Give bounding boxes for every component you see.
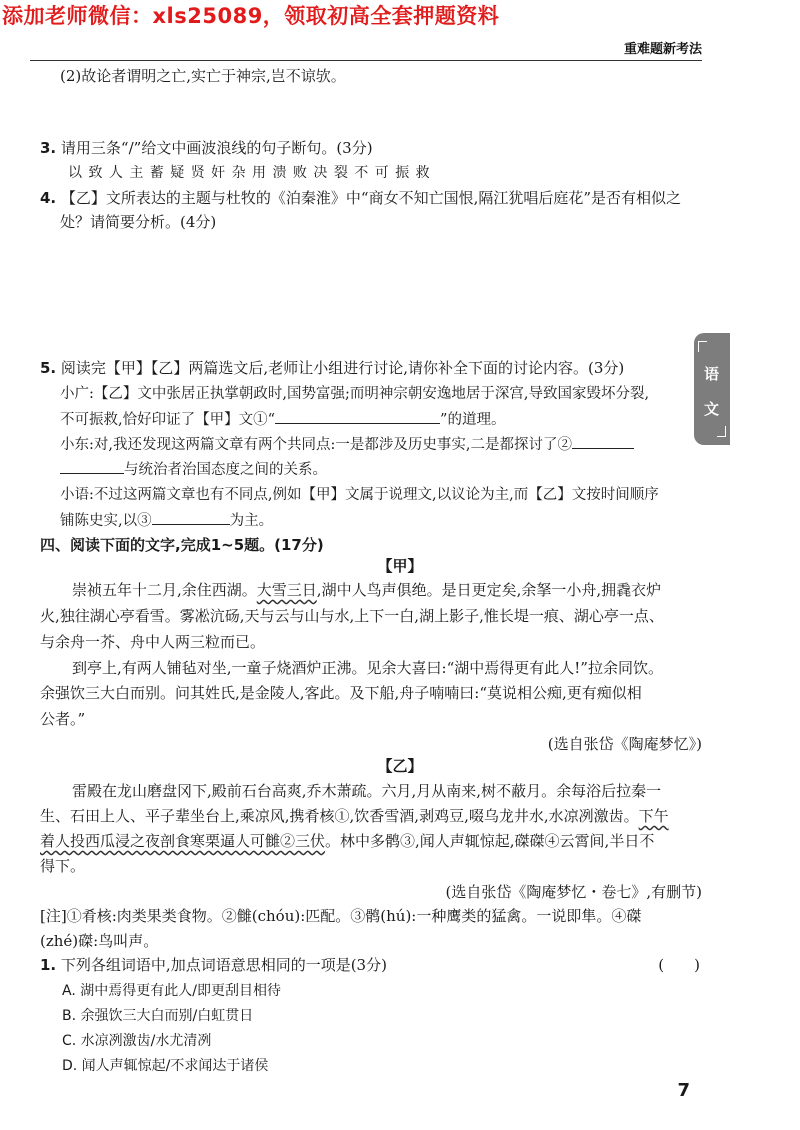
question-stem: 请用三条“/”给文中画波浪线的句子断句。(3分): [60, 139, 373, 157]
jia-p2-line2: 余强饮三大白而别。问其姓氏,是金陵人,客此。及下船,舟子喃喃曰:“莫说相公痴,更有痴似相: [40, 684, 642, 702]
yi-line3: [40, 831, 654, 851]
jia-p1-line2: 火,独往湖心亭看雪。雾凇沆砀,天与云与山与水,上下一白,湖上影子,惟长堤一痕、湖心亭一点、: [40, 607, 664, 625]
answer-blank-1[interactable]: [275, 409, 440, 424]
yi-source: (选自张岱《陶庵梦忆・卷七》,有删节): [445, 883, 702, 901]
answer-bracket[interactable]: ( ): [658, 956, 700, 974]
question-4: [40, 188, 681, 208]
question-3: [40, 138, 373, 158]
option-b[interactable]: B. 余强饮三大白而别/白虹贯日: [62, 1008, 254, 1024]
jia-underlined-phrase: 大雪三日: [256, 581, 317, 599]
option-a[interactable]: A. 湖中焉得更有此人/即更刮目相待: [62, 983, 281, 999]
question-number: 5.: [40, 359, 57, 377]
yi-line4: 得下。: [40, 857, 86, 875]
question-number: 1.: [40, 956, 57, 974]
jia-p1-line3: 与余舟一芥、舟中人两三粒而已。: [40, 633, 266, 651]
bracket-corner-icon: [717, 426, 726, 437]
xiaoguang-text-a: 不可振救,恰好印证了【甲】文①“: [60, 412, 276, 428]
xiaoyu-text-a: 铺陈史实,以③: [60, 513, 152, 529]
xiaoyu-line2: [60, 510, 273, 531]
xiaoguang-line2: [60, 409, 505, 430]
yi-line2: [40, 806, 669, 826]
question-4-line2: 处？请简要分析。(4分): [60, 213, 217, 231]
q2-item-2: (2)故论者谓明之亡,实亡于神宗,岂不谅欤。: [60, 67, 346, 85]
answer-blank-2[interactable]: [572, 434, 634, 449]
xiaodong-line2: [60, 459, 327, 480]
running-header: 重难题新考法: [623, 42, 702, 57]
yi-text: 。林中多鹘③,闻人声辄惊起,磔磔④云霄间,半日不: [325, 832, 655, 850]
xiaoyu-line1: 小语:不过这两篇文章也有不同点,例如【甲】文属于说理文,以议论为主,而【乙】文按时间顺序: [60, 487, 659, 503]
question-number: 4.: [40, 189, 57, 207]
question-stem: 下列各组词语中,加点词语意思相同的一项是(3分): [60, 956, 387, 974]
question-number: 3.: [40, 139, 57, 157]
bracket-corner-icon: [698, 341, 707, 352]
xiaoguang-text-b: ”的道理。: [440, 412, 506, 428]
yi-line1: 雷殿在龙山磨盘冈下,殿前石台高爽,乔木萧疏。六月,月从南来,树不蔽月。余每浴后拉秦一: [72, 782, 662, 800]
subject-side-tab: [694, 333, 730, 445]
passage-label-yi: 【乙】: [377, 757, 423, 775]
jia-text: ,湖中人鸟声俱绝。是日更定矣,余拏一小舟,拥毳衣炉: [316, 581, 662, 599]
xiaodong-text: 小东:对,我还发现这两篇文章有两个共同点:一是都涉及历史事实,二是都探讨了②: [60, 437, 572, 453]
yi-underlined-phrase: 着人投西瓜浸之夜剖食寒栗逼人可雠②三伏: [40, 832, 326, 850]
passage-label-jia: 【甲】: [377, 557, 423, 575]
yi-text: 生、石田上人、平子辈坐台上,乘凉风,携肴核①,饮香雪酒,剥鸡豆,啜乌龙井水,水凉冽激齿。: [40, 807, 639, 825]
jia-p1-line1: [72, 580, 661, 600]
watermark-banner: 添加老师微信：xls25089，领取初高全套押题资料: [0, 0, 503, 30]
answer-blank-3[interactable]: [152, 510, 230, 525]
xiaoyu-text-b: 为主。: [229, 513, 274, 529]
jia-text: 崇祯五年十二月,余住西湖。: [72, 581, 257, 599]
notes-line2: (zhé)磔:鸟叫声。: [40, 932, 159, 950]
question-stem-line1: 【乙】文所表达的主题与杜牧的《泊秦淮》中“商女不知亡国恨,隔江犹唱后庭花”是否有相似之: [60, 189, 682, 207]
q3-sentence: 以 致 人 主 蓄 疑 贤 奸 杂 用 溃 败 决 裂 不 可 振 救: [68, 165, 431, 181]
option-d[interactable]: D. 闻人声辄惊起/不求闻达于诸侯: [62, 1058, 269, 1074]
answer-blank-2-cont[interactable]: [60, 459, 124, 474]
question-5: [40, 358, 624, 378]
question-stem: 阅读完【甲】【乙】两篇选文后,老师让小组进行讨论,请你补全下面的讨论内容。(3分): [60, 359, 625, 377]
yi-underlined-phrase: 下午: [638, 807, 669, 825]
xiaodong-line1: [60, 434, 634, 455]
jia-p2-line1: 到亭上,有两人铺毡对坐,一童子烧酒炉正沸。见余大喜曰:“湖中焉得更有此人!”拉余同饮。: [72, 659, 663, 677]
jia-p2-line3: 公者。”: [40, 710, 86, 728]
xiaodong-text-2: 与统治者治国态度之间的关系。: [124, 462, 327, 478]
page-number: 7: [677, 1080, 690, 1101]
xiaoguang-line1: 小广:【乙】文中张居正执掌朝政时,国势富强;而明神宗朝安逸地居于深宫,导致国家毁坏分裂,: [60, 386, 650, 402]
section-title: 四、阅读下面的文字,完成1~5题。(17分): [40, 536, 324, 554]
header-rule: [30, 60, 702, 61]
side-tab-char-1: 语: [704, 365, 720, 383]
notes-line1: [注]①肴核:肉类果类食物。②雠(chóu):匹配。③鹘(hú):一种鹰类的猛禽。一说即隼。④磔: [40, 907, 642, 925]
jia-source: (选自张岱《陶庵梦忆》): [547, 735, 702, 753]
question-1: [40, 955, 387, 975]
option-c[interactable]: C. 水凉冽激齿/水尤清冽: [62, 1033, 212, 1049]
side-tab-char-2: 文: [704, 400, 720, 418]
